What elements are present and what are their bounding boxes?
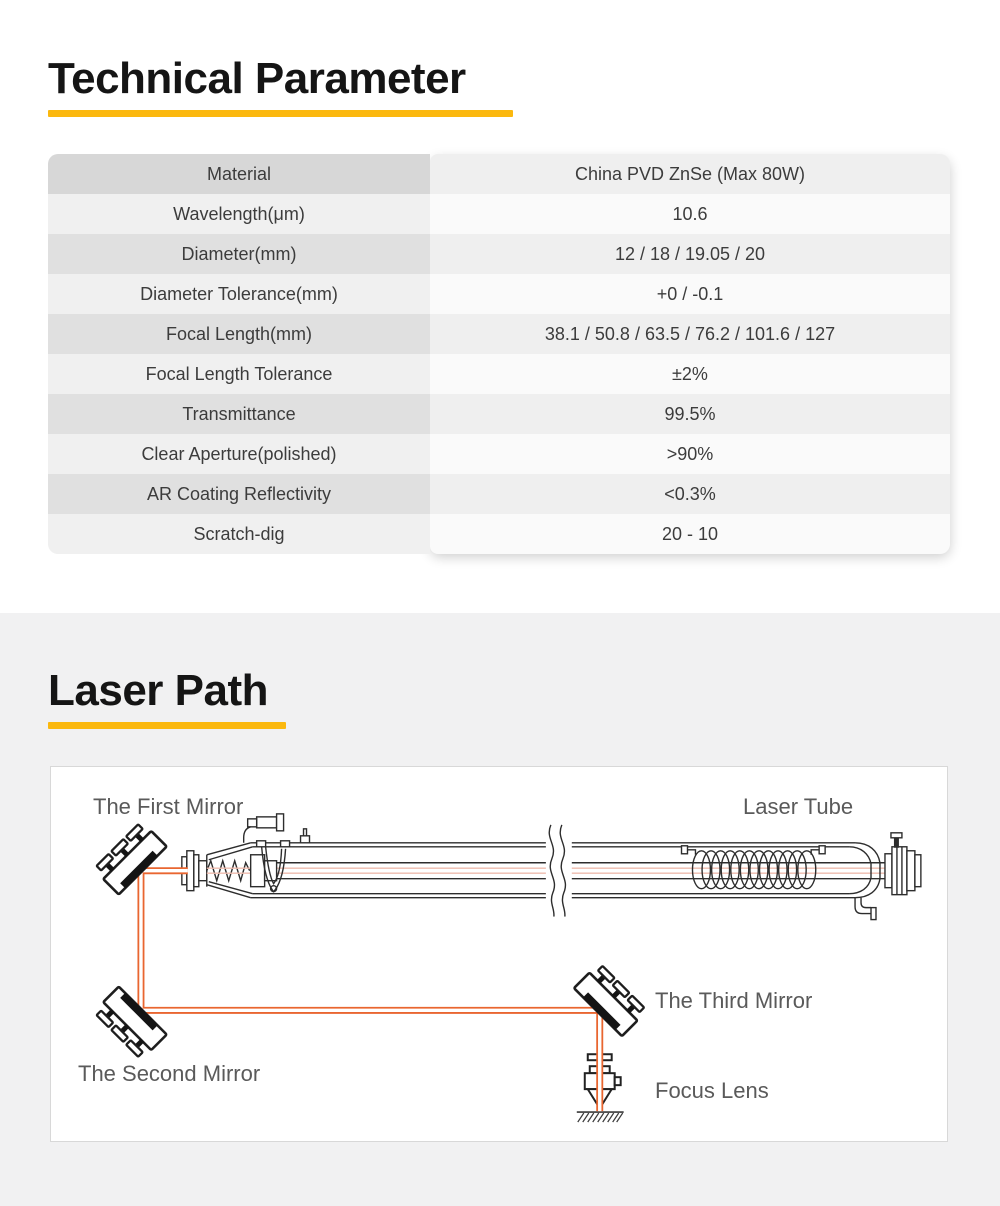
table-row [48, 274, 950, 314]
table-row [48, 154, 950, 194]
param-value-cell: <0.3% [430, 474, 950, 514]
param-value-cell: China PVD ZnSe (Max 80W) [430, 154, 950, 194]
laser-tube-drawing [182, 814, 921, 920]
param-value-cell: 10.6 [430, 194, 950, 234]
table-row [48, 314, 950, 354]
param-value-cell: 99.5% [430, 394, 950, 434]
param-value-cell: ±2% [430, 354, 950, 394]
param-label-cell: AR Coating Reflectivity [48, 474, 430, 514]
param-label-cell: Diameter(mm) [48, 234, 430, 274]
param-value-cell: 38.1 / 50.8 / 63.5 / 76.2 / 101.6 / 127 [430, 314, 950, 354]
label-first-mirror: The First Mirror [93, 794, 244, 819]
laser-path-title: Laser Path [48, 666, 268, 715]
param-value-cell: +0 / -0.1 [430, 274, 950, 314]
param-value-cell: >90% [430, 434, 950, 474]
table-row [48, 394, 950, 434]
title-underline [48, 110, 513, 117]
param-label-cell: Focal Length Tolerance [48, 354, 430, 394]
second-mirror-icon [93, 986, 167, 1060]
label-second-mirror: The Second Mirror [78, 1061, 261, 1086]
table-row [48, 434, 950, 474]
param-label-cell: Clear Aperture(polished) [48, 434, 430, 474]
third-mirror-icon [574, 963, 648, 1037]
table-row [48, 514, 950, 554]
param-value-cell: 20 - 10 [430, 514, 950, 554]
ground-icon [577, 1112, 624, 1122]
param-label-cell: Wavelength(μm) [48, 194, 430, 234]
technical-parameter-table [48, 154, 950, 554]
label-third-mirror: The Third Mirror [655, 988, 813, 1013]
table-row [48, 354, 950, 394]
param-label-cell: Material [48, 154, 430, 194]
param-label-cell: Transmittance [48, 394, 430, 434]
param-label-cell: Scratch-dig [48, 514, 430, 554]
first-mirror-icon [93, 821, 167, 895]
title-underline [48, 722, 286, 729]
label-focus-lens: Focus Lens [655, 1078, 769, 1103]
table-row [48, 474, 950, 514]
param-label-cell: Diameter Tolerance(mm) [48, 274, 430, 314]
laser-path-panel [50, 766, 948, 1142]
param-value-cell: 12 / 18 / 19.05 / 20 [430, 234, 950, 274]
page-title: Technical Parameter [48, 54, 466, 103]
table-row [48, 194, 950, 234]
param-label-cell: Focal Length(mm) [48, 314, 430, 354]
table-row [48, 234, 950, 274]
label-laser-tube: Laser Tube [743, 794, 854, 819]
